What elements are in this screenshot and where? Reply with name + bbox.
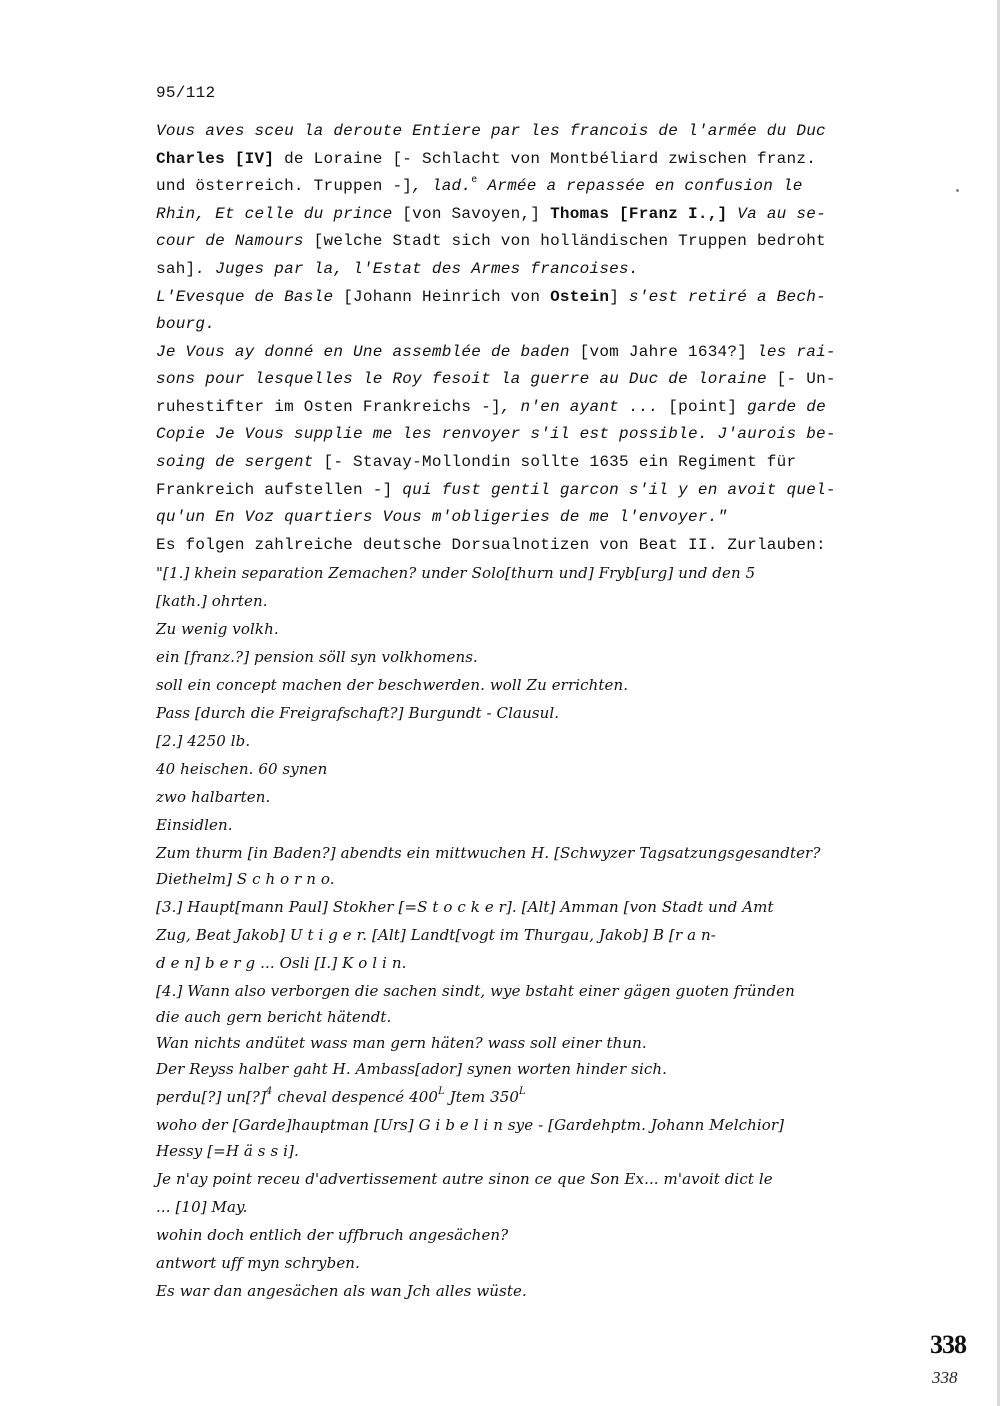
note-line: Je n'ay point receu d'advertissement autre sinon ce que Son Ex... m'avoit dict le [156, 1170, 773, 1188]
note-line: soll ein concept machen der beschwerden. woll Zu errichten. [156, 676, 629, 694]
letter-text: Copie Je Vous supplie me les renvoyer s'il est possible. J'aurois be- [156, 425, 836, 443]
editorial-note: [von Savoyen,] [402, 205, 541, 223]
note-line: ein [franz.?] pension söll syn volkhomens. [156, 648, 478, 666]
page-reference: 95/112 [156, 84, 216, 102]
note-line: 40 heischen. 60 synen [156, 760, 328, 778]
letter-text: cour de Namours [156, 232, 314, 250]
letter-line [156, 173, 803, 199]
page-number-handwritten: 338 [932, 1368, 958, 1387]
person-name: Ostein [550, 288, 610, 306]
letter-text: les rai- [747, 343, 836, 361]
letter-line [156, 477, 836, 503]
footnote-marker: 4 [265, 1086, 273, 1097]
note-line: [3.] Haupt[mann Paul] Stokher [=S t o c k e r]. [Alt] Amman [von Stadt und Amt [156, 898, 774, 916]
note-line: Zug, Beat Jakob] U t i g e r. [Alt] Landt[vogt im Thurgau, Jakob] B [r a n- [156, 926, 716, 944]
note-line: [kath.] ohrten. [156, 592, 268, 610]
note-line: wohin doch entlich der uffbruch angesächen? [156, 1226, 509, 1244]
letter-text: sons pour lesquelles le Roy fesoit la guerre au Duc de loraine [156, 370, 777, 388]
note-line: [4.] Wann also verborgen die sachen sindt, wye bstaht einer gägen guoten fründen [156, 982, 795, 1000]
letter-text: . Juges par la, l'Estat des Armes francoises. [195, 260, 639, 278]
letter-text: Armée a repassée en confusion le [477, 177, 803, 195]
note-line: Pass [durch die Freigrafschaft?] Burgundt - Clausul. [156, 704, 560, 722]
editorial-note: [- Stavay-Mollondin sollte 1635 ein Regiment für [323, 453, 797, 471]
note-line [156, 1084, 526, 1110]
superscript: L [519, 1086, 526, 1097]
letter-text: Je Vous ay donné en Une assemblée de baden [156, 343, 580, 361]
note-line: Zu wenig volkh. [156, 620, 279, 638]
scan-speck [956, 189, 959, 192]
letter-text: de Loraine [274, 150, 393, 168]
editorial-note: [welche Stadt sich von holländischen Truppen bedroht [313, 232, 826, 250]
letter-text: qui fust gentil garcon s'il y en avoit quel- [392, 481, 836, 499]
note-text: cheval despencé 400 [272, 1088, 439, 1106]
letter-line [156, 228, 826, 254]
letter-text: s'est retiré a Bech- [619, 288, 826, 306]
letter-text: Va au se- [727, 205, 826, 223]
note-line: Es war dan angesächen als wan Jch alles wüste. [156, 1282, 527, 1300]
note-line: "[1.] khein separation Zemachen? under Solo[thurn und] Fryb[urg] und den 5 [156, 564, 756, 582]
editorial-note: [point] [668, 398, 738, 416]
note-line: d e n] b e r g ... Osli [I.] K o l i n. [156, 954, 407, 972]
letter-text: qu'un En Voz quartiers Vous m'obligeries de me l'envoyer." [156, 508, 728, 526]
letter-line [156, 504, 727, 530]
note-line: [2.] 4250 lb. [156, 732, 251, 750]
dorsal-intro: Es folgen zahlreiche deutsche Dorsualnotizen von Beat II. Zurlauben: [156, 536, 826, 554]
note-text: Jtem 350 [444, 1088, 520, 1106]
editorial-note: [Johann Heinrich von [343, 288, 551, 306]
editorial-note: ] [609, 288, 620, 306]
letter-line [156, 146, 816, 172]
note-line: ... [10] May. [156, 1198, 248, 1216]
note-line: Diethelm] S c h o r n o. [156, 870, 335, 888]
letter-text: soing de sergent [156, 453, 324, 471]
note-line: Der Reyss halber gaht H. Ambass[ador] synen worten hinder sich. [156, 1060, 667, 1078]
letter-line [156, 339, 836, 365]
note-line: zwo halbarten. [156, 788, 271, 806]
page-number-stamp: 338 [930, 1330, 966, 1359]
person-name: [Franz I.,] [619, 205, 728, 223]
note-text: perdu[?] un[?] [156, 1088, 266, 1106]
superscript: L [438, 1086, 445, 1097]
letter-text: , lad. [412, 177, 472, 195]
letter-line [156, 449, 796, 475]
letter-line [156, 311, 215, 337]
letter-text: Rhin, Et celle du prince [156, 205, 403, 223]
letter-text: garde de [737, 398, 826, 416]
editorial-note: und österreich. Truppen -] [156, 177, 413, 195]
editorial-note: [- Un- [776, 370, 836, 388]
note-line: woho der [Garde]hauptman [Urs] G i b e l i n sye - [Gardehptm. Johann Melchior] [156, 1116, 785, 1134]
letter-line [156, 421, 836, 447]
letter-line [156, 201, 826, 227]
editorial-note: Frankreich aufstellen -] [156, 481, 393, 499]
letter-text: bourg. [156, 315, 216, 333]
note-line: Wan nichts andütet wass man gern häten? wass soll einer thun. [156, 1034, 647, 1052]
note-line: antwort uff myn schryben. [156, 1254, 360, 1272]
letter-text: Vous aves sceu la deroute Entiere par les francois de l'armée du Duc [156, 122, 826, 140]
letter-line [156, 284, 826, 310]
note-line: Zum thurm [in Baden?] abendts ein mittwuchen H. [Schwyzer Tagsatzungsgesandter? [156, 844, 821, 862]
note-line: Hessy [=H ä s s i]. [156, 1142, 299, 1160]
letter-line [156, 256, 639, 282]
letter-line [156, 366, 836, 392]
superscript: e [471, 174, 478, 186]
note-line: Einsidlen. [156, 816, 233, 834]
editorial-note: [vom Jahre 1634?] [579, 343, 748, 361]
letter-line [156, 394, 826, 420]
editorial-note: sah] [156, 260, 196, 278]
editorial-note: ruhestifter im Osten Frankreichs -] [156, 398, 501, 416]
letter-line [156, 118, 826, 144]
editorial-note: [- Schlacht von Montbéliard zwischen franz. [392, 150, 817, 168]
letter-text: L'Evesque de Basle [156, 288, 344, 306]
person-name: Thomas [540, 205, 620, 223]
letter-text: , n'en ayant ... [500, 398, 669, 416]
person-name: Charles [IV] [156, 150, 275, 168]
note-line: die auch gern bericht hätendt. [156, 1008, 392, 1026]
